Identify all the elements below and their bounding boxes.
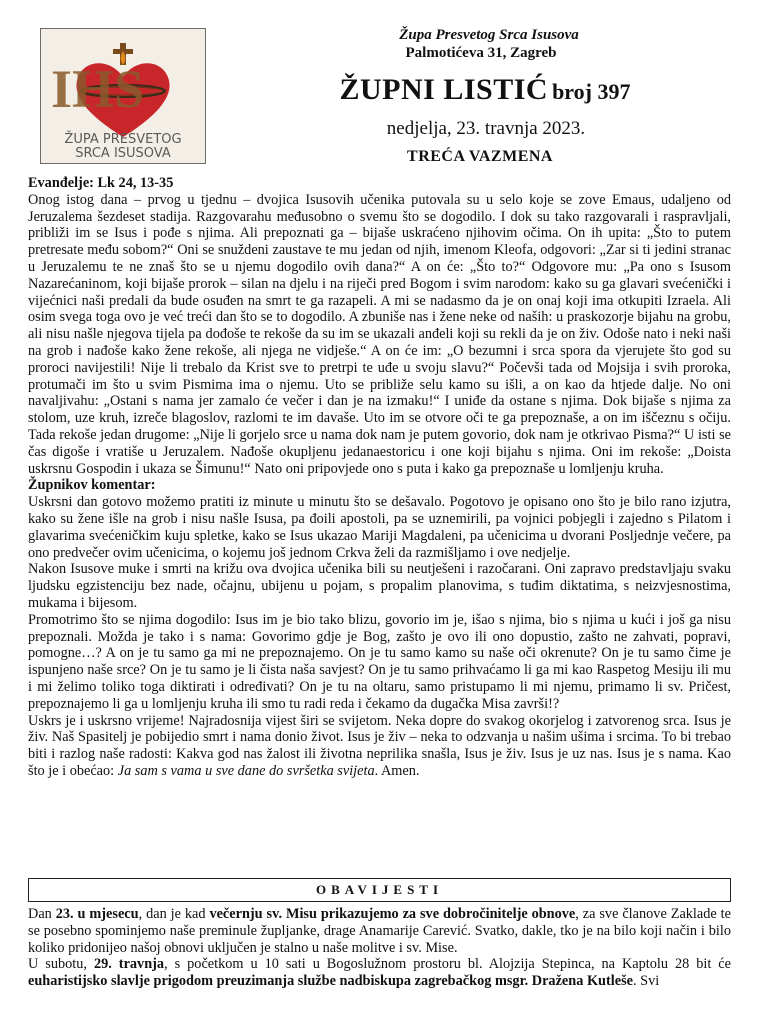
notice-1-part-c: , dan je kad — [138, 906, 210, 922]
parish-logo — [40, 28, 206, 164]
parish-name: Župa Presvetog Srca Isusova — [399, 27, 579, 43]
commentary-quote: Ja sam s vama u sve dane do svršetka svijeta — [117, 762, 375, 779]
commentary-closing: . Amen. — [374, 762, 420, 779]
notices-title-box: OBAVIJESTI — [28, 878, 731, 902]
gospel-text: Onog istog dana – prvog u tjednu – dvojica Isusovih učenika putovala su u selo koje se zove Emaus, udaljeno od Jeruzalema šezdeset stadija. Razgovarahu međusobno o svemu što se dogodilo. I dok su tako razgovarali i raspravljali, približi im se Isus i pođe s njima. Ali prepoznati ga – bijaše uskraćeno njihovim očima. On ih upita: „Što to putem pretresate među sobom?“ Oni se snuždeni zaustave te mu jedan od njih, imenom Kleofa, odgovori: „Zar si ti jedini stranac u Jeruzalemu te ne znaš što se u njemu dogodilo ovih dana?“ A on će: „Što to?“ Odgovore mu: „Pa ono s Isusom Nazarećaninom, koji bijaše prorok – silan na djelu i na riječi pred Bogom i svim narodom: kako su ga glavari svećenički i vijećnici naši predali da bude osuđen na smrt te ga razapeli. A mi se nadasmo da je on onaj koji ima otkupiti Izraela. Ali osim svega toga ovo je već treći dan što se to dogodilo. A zbuniše nas i žene neke od naših: u praskozorje bijahu na grobu, ali nisu našle njegova tijela pa dođoše te rekoše da su im se ukazali anđeli koji su rekli da je on živ. Odoše nato i neki naši na grob i nađoše kako žene rekoše, ali njega ne vidješe.“ A on će im: „O bezumni i srca spora da vjerujete što god su proroci navijestili! Nije li trebalo da Krist sve to pretrpi te uđe u svoju slavu?“ Počevši tada od Mojsija i svih proroka, protumači im što u svim Pismima ima o njemu. Uto se približe selu kamo su išli, a on kao da htjede dalje. No oni navaljivahu: „Ostani s nama jer zamalo će večer i dan je na izmaku!“ I uniđe da ostane s njima. Dok bijaše s njima za stolom, uze kruh, izreče blagoslov, razlomi te im davaše. Uto im se otvore oči te ga prepoznaše, a on im iščeznu s očiju. Tada rekoše jedan drugome: „Nije li gorjelo srce u nama dok nam je putem govorio, dok nam je otkrivao Pisma?“ U isti se čas digoše i vratiše u Jeruzalem. Nađoše okupljenu jedanaestoricu i one koji bijahu s njima. Oni im rekoše: „Doista uskrsnu Gospodin i ukaza se Šimunu!“ Nato oni pripovjede ono s puta i kako ga prepoznaše u lomljenju kruha. — [28, 191, 731, 477]
commentary-paragraph-2: Nakon Isusove muke i smrti na križu ova dvojica učenika bili su neutješeni i razočarani. Oni zapravo predstavljaju svaku ljudsku egzistenciju bez nade, očajnu, ubijenu u pojam, s propalim planovima, s tuđim diktatima, s neizvjesnostima, mukama i bijesom. — [28, 561, 731, 611]
bulletin-title: ŽUPNI LISTIĆ — [339, 73, 549, 106]
notice-2-date: 29. travnja — [93, 956, 165, 973]
logo-monogram: IHS — [51, 59, 145, 119]
commentary-heading: Župnikov komentar: — [28, 477, 156, 494]
issue-number: broj 397 — [552, 79, 631, 104]
notice-2-part-e: . Svi — [633, 973, 660, 990]
notice-2-part-a: U subotu, — [28, 956, 94, 973]
main-content — [28, 175, 731, 780]
notice-2-highlight: euharistijsko slavlje prigodom preuzimanja službe nadbiskupa zagrebačkog msgr. Dražena Kutleše — [28, 973, 633, 990]
notice-2-part-c: , s početkom u 10 sati u Bogoslužnom prostoru bl. Alojzija Stepinca, na Kaptolu 28 bit će — [164, 956, 731, 973]
notice-1-part-a: Dan — [28, 906, 56, 922]
notice-1-date: 23. u mjesecu — [55, 906, 139, 922]
notice-1-part-e: , za sve članove Zaklade te se posebno spominjemo naše preminule župljanke, drage Anamarije Carević. Svatko, dakle, tko je na bilo koji način i bilo koliko pridonijeo našoj obnovi uključen je stalno u naše molitve i sv. Mise. — [28, 906, 731, 956]
masthead — [300, 26, 690, 167]
commentary-paragraph-4 — [28, 713, 731, 780]
notice-1-highlight: večernju sv. Misu prikazujemo za sve dobročinitelje obnove — [209, 906, 576, 922]
gospel-heading: Evanđelje: Lk 24, 13-35 — [28, 175, 174, 191]
notice-1 — [28, 906, 731, 956]
logo-caption-line2: SRCA ISUSOVA — [75, 146, 171, 161]
commentary-p4-text: Uskrs je i uskrsno vrijeme! Najradosnija vijest širi se svijetom. Neka dopre do svakog okorjelog i zatvorenog srca. Isus je živ. Naš Spasitelj je pobijedio smrt i nama donio život. Isus je živ – neka to odzvanja u našim ušima i srcima. To bi trebao biti i razlog naše radosti: Kakva god nas žalost ili životna neprilika snašla, Isus je živ. Isus je uz nas. Isus je s nama. Kao što je i obećao: — [28, 712, 731, 779]
title-row — [280, 72, 690, 113]
commentary-paragraph-3: Promotrimo što se njima dogodilo: Isus im je bio tako blizu, govorio im je, išao s njima, bio s njima u kući i još ga nisu prepoznali. Možda je tako i s nama: Govorimo gdje je Bog, zašto je ovo ili ono dopustio, zašto ne zahvati, popravi, pomogne…? A on je tu samo ga mi ne prepoznajemo. On je tu samo kamo su naše oči okrenute? On je tu samo čime je ispunjeno naše srce? On je tu samo je li čista naša savjest? On je tu samo prihvaćamo li ga mi kao Raspetog Mesiju ili mu i mi želimo toliko toga diktirati i određivati? On je tu na oltaru, samo pristupamo li mi njemu, primamo li sv. Pričest, prepoznajemo li ga u lomljenju kruha ili smo tu radi reda i čekamo da dugačka Misa završi!? — [28, 611, 731, 712]
ihs-heart-emblem-icon — [41, 29, 205, 163]
notice-2 — [28, 956, 731, 990]
liturgical-sunday: TREĆA VAZMENA — [407, 148, 553, 165]
logo-caption-line1: ŽUPA PRESVETOG — [64, 132, 182, 147]
notices-section — [28, 906, 731, 990]
parish-address: Palmotićeva 31, Zagreb — [405, 45, 557, 61]
bulletin-date: nedjelja, 23. travnja 2023. — [386, 118, 586, 139]
commentary-paragraph-1: Uskrsni dan gotovo možemo pratiti iz minute u minutu što se dešavalo. Pogotovo je opisano ono što je bilo rano izjutra, kako su žene išle na grob i nisu našle Isusa, pa đoili apostoli, pa se uznemirili, pa vojnici pobjegli i zajedno s Pilatom i glavarima svećeničkim kuju spletke, kako se Isus ukazao Mariji Magdaleni, pa učenicima u dvorani Posljednje večere, pa ono predvečer ovim učenicima, o kojemu još jednom Crkva želi da razmišljamo i ove nedjelje. — [28, 494, 731, 561]
